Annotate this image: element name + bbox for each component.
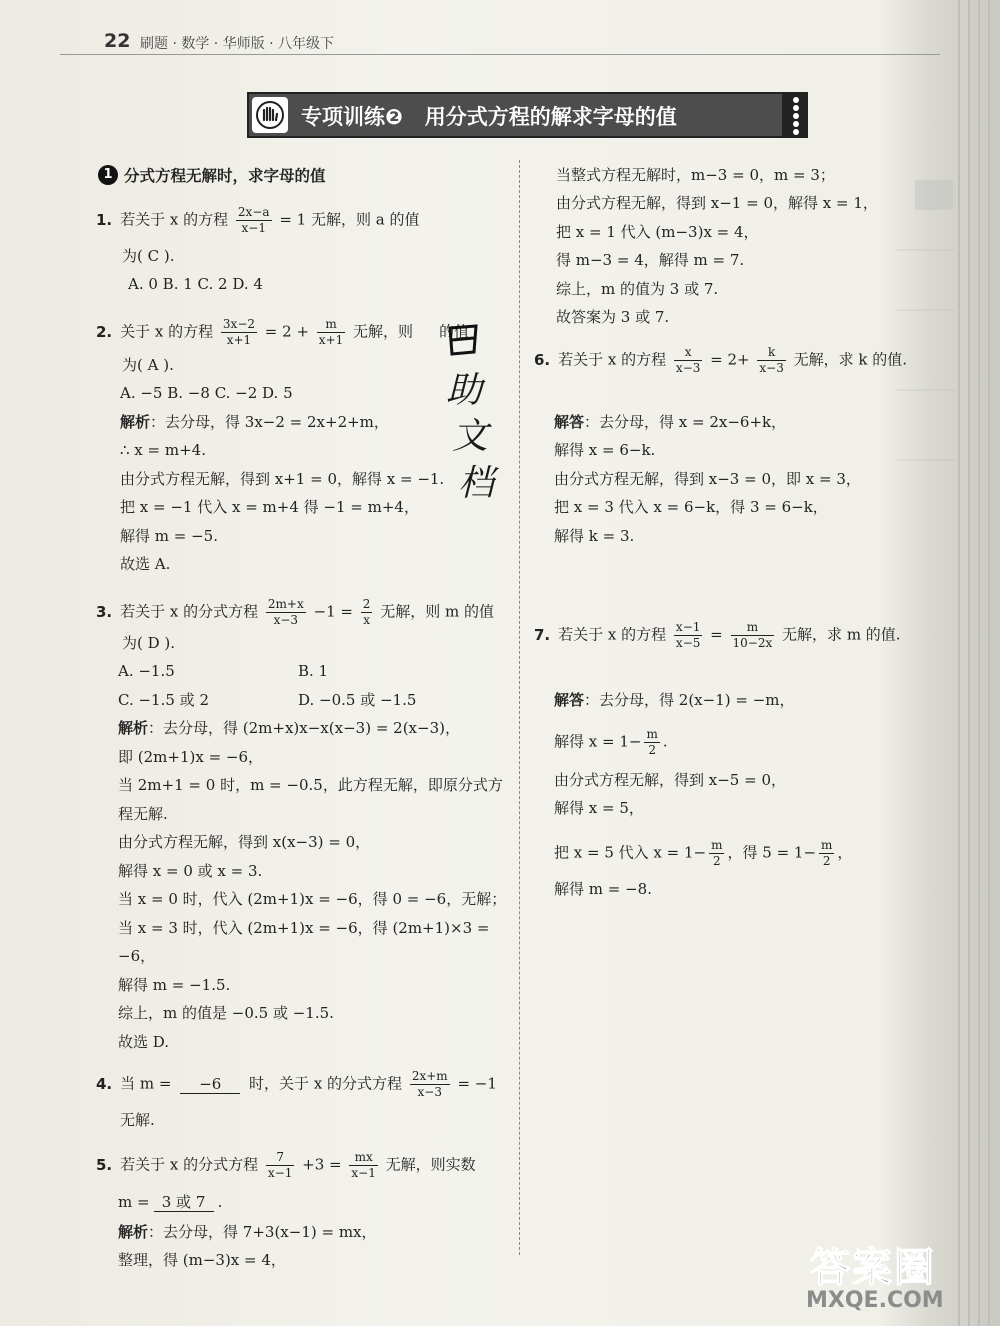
section-title: 分式方程无解时，求字母的值 bbox=[124, 167, 326, 185]
answer-line: 解得 m = −8. bbox=[554, 880, 652, 898]
analysis-line: 由分式方程无解，得到 x−1 = 0，解得 x = 1， bbox=[556, 194, 878, 212]
question-4-line2: 无解. bbox=[120, 1111, 155, 1129]
page-number: 22 bbox=[104, 30, 131, 52]
option-c: C. −1.5 或 2 bbox=[118, 691, 209, 709]
fraction: $\frac{2m+x}{x-3}$ bbox=[267, 597, 304, 627]
question-2-stem: 2. 关于 x 的方程 $\frac{3x-2}{x+1}$ = 2 + $\frac{m}{x+1}$ 无解，则 的值 bbox=[96, 317, 470, 347]
watermark-title: 答案圈 bbox=[810, 1245, 936, 1291]
analysis-line: 解得 x = 0 或 x = 3. bbox=[118, 862, 263, 880]
question-3-answer: 为( D ). bbox=[122, 634, 176, 652]
option-a: A. −1.5 bbox=[118, 662, 175, 680]
handwritten-char: 档 bbox=[458, 463, 495, 504]
analysis-line: 当 x = 3 时，代入 (2m+1)x = −6，得 (2m+1)×3 = bbox=[118, 919, 490, 937]
section-heading bbox=[98, 164, 326, 186]
analysis-line: 解得 m = −1.5. bbox=[118, 976, 231, 994]
analysis-line: 综上，m 的值是 −0.5 或 −1.5. bbox=[118, 1004, 334, 1022]
question-1-answer: 为( C ). bbox=[122, 247, 175, 265]
answer-line: 由分式方程无解，得到 x−3 = 0，即 x = 3， bbox=[554, 470, 861, 488]
section-number: 1 bbox=[98, 165, 118, 185]
fraction: $\frac{m}{x+1}$ bbox=[318, 317, 344, 347]
page-edge bbox=[978, 0, 980, 1326]
question-7-stem: 7. 若关于 x 的方程 $\frac{x-1}{x-5}$ = $\frac{m}{10-2x}$ 无解，求 m 的值. bbox=[534, 620, 901, 650]
analysis-line: 故选 D. bbox=[118, 1033, 170, 1051]
answer-line: 解得 x = 6−k. bbox=[554, 441, 656, 459]
analysis-line: ∴ x = m+4. bbox=[120, 441, 206, 459]
answer-line: 把 x = 3 代入 x = 6−k，得 3 = 6−k， bbox=[554, 498, 828, 516]
question-7-answer: 解答：去分母，得 2(x−1) = −m， bbox=[554, 691, 795, 709]
analysis-line: 程无解. bbox=[118, 805, 168, 823]
question-5-line2: m = 3 或 7 . bbox=[118, 1193, 223, 1211]
analysis-line: 解得 m = −5. bbox=[120, 527, 218, 545]
fraction: $\frac{2x-a}{x-1}$ bbox=[237, 205, 270, 235]
question-3-analysis: 解析：去分母，得 (2m+x)x−x(x−3) = 2(x−3)， bbox=[118, 719, 460, 737]
page-edge bbox=[958, 0, 960, 1326]
question-4-stem: 4. 当 m = −6 时，关于 x 的分式方程 $\frac{2x+m}{x-3}$ = −1 bbox=[96, 1069, 497, 1099]
answer-line: 解得 x = 5， bbox=[554, 799, 644, 817]
analysis-line: 整理，得 (m−3)x = 4， bbox=[118, 1251, 286, 1269]
analysis-line: 即 (2m+1)x = −6， bbox=[118, 748, 264, 766]
fraction: $\frac{2}{x}$ bbox=[362, 597, 371, 627]
question-1-stem: 1. 若关于 x 的方程 $\frac{2x-a}{x-1}$ = 1 无解，则 a 的值 bbox=[96, 205, 420, 235]
section-banner bbox=[247, 92, 784, 138]
answer-blank: −6 bbox=[180, 1075, 240, 1094]
fraction: $\frac{k}{x-3}$ bbox=[759, 345, 784, 375]
analysis-line: −6， bbox=[118, 947, 156, 965]
answer-line: 由分式方程无解，得到 x−5 = 0， bbox=[554, 771, 786, 789]
question-2-options: A. −5 B. −8 C. −2 D. 5 bbox=[120, 384, 293, 402]
answer-line: 把 x = 5 代入 x = 1− $\frac{m}{2}$ ，得 5 = 1− $\frac{m}{2}$ ， bbox=[554, 838, 853, 868]
analysis-line: 由分式方程无解，得到 x+1 = 0，解得 x = −1. bbox=[120, 470, 445, 488]
analysis-line: 当 2m+1 = 0 时，m = −0.5，此方程无解，即原分式方 bbox=[118, 776, 503, 794]
answer-line: 解得 k = 3. bbox=[554, 527, 635, 545]
fraction: $\frac{m}{10-2x}$ bbox=[732, 620, 773, 650]
option-b: B. 1 bbox=[298, 662, 329, 680]
fraction: $\frac{x-1}{x-5}$ bbox=[675, 620, 701, 650]
analysis-line: 当 x = 0 时，代入 (2m+1)x = −6，得 0 = −6，无解； bbox=[118, 890, 507, 908]
page-header bbox=[60, 28, 940, 55]
banner-side-tab bbox=[784, 92, 808, 138]
fraction: $\frac{mx}{x-1}$ bbox=[351, 1150, 376, 1180]
page-edge bbox=[968, 0, 970, 1326]
question-1-options: A. 0 B. 1 C. 2 D. 4 bbox=[128, 275, 263, 293]
column-divider bbox=[519, 160, 520, 1255]
fraction: $\frac{7}{x-1}$ bbox=[267, 1150, 293, 1180]
bleed-through-marks bbox=[895, 160, 955, 560]
fraction: $\frac{x}{x-3}$ bbox=[675, 345, 701, 375]
question-2-answer: 为( A ). bbox=[122, 356, 174, 374]
question-5-stem: 5. 若关于 x 的分式方程 $\frac{7}{x-1}$ +3 = $\frac{mx}{x-1}$ 无解，则实数 bbox=[96, 1150, 476, 1180]
question-2-analysis: 解析：去分母，得 3x−2 = 2x+2+m， bbox=[120, 413, 389, 431]
answer-blank: 3 或 7 bbox=[154, 1193, 214, 1212]
analysis-line: 综上，m 的值为 3 或 7. bbox=[556, 280, 719, 298]
analysis-line: 得 m−3 = 4，解得 m = 7. bbox=[556, 251, 745, 269]
book-title: 刷题 · 数学 · 华师版 · 八年级下 bbox=[140, 36, 335, 52]
fraction: $\frac{3x-2}{x+1}$ bbox=[222, 317, 256, 347]
analysis-line: 由分式方程无解，得到 x(x−3) = 0， bbox=[118, 833, 371, 851]
handwritten-char: 文 bbox=[452, 416, 489, 457]
analysis-line: 把 x = 1 代入 (m−3)x = 4， bbox=[556, 223, 759, 241]
hand-logo-icon bbox=[252, 97, 288, 133]
handwritten-char: 助 bbox=[446, 370, 483, 411]
question-6-answer: 解答：去分母，得 x = 2x−6+k， bbox=[554, 413, 787, 431]
analysis-line: 当整式方程无解时，m−3 = 0，m = 3； bbox=[556, 166, 835, 184]
fraction: $\frac{2x+m}{x-3}$ bbox=[411, 1069, 448, 1099]
page-edge bbox=[988, 0, 990, 1326]
answer-line: 解得 x = 1− $\frac{m}{2}$ . bbox=[554, 727, 668, 757]
analysis-line: 故答案为 3 或 7. bbox=[556, 308, 670, 326]
question-5-analysis: 解析：去分母，得 7+3(x−1) = mx， bbox=[118, 1223, 377, 1241]
analysis-line: 故选 A. bbox=[120, 555, 171, 573]
watermark bbox=[800, 1236, 990, 1320]
banner-title: 专项训练❷ 用分式方程的解求字母的值 bbox=[301, 105, 677, 129]
question-3-stem: 3. 若关于 x 的分式方程 $\frac{2m+x}{x-3}$ −1 = $\frac{2}{x}$ 无解，则 m 的值 bbox=[96, 597, 494, 627]
watermark-url: MXQE.COM bbox=[806, 1288, 944, 1313]
option-d: D. −0.5 或 −1.5 bbox=[298, 691, 417, 709]
question-6-stem: 6. 若关于 x 的方程 $\frac{x}{x-3}$ = 2+ $\frac{k}{x-3}$ 无解，求 k 的值. bbox=[534, 345, 908, 375]
analysis-line: 把 x = −1 代入 x = m+4 得 −1 = m+4， bbox=[120, 498, 419, 516]
